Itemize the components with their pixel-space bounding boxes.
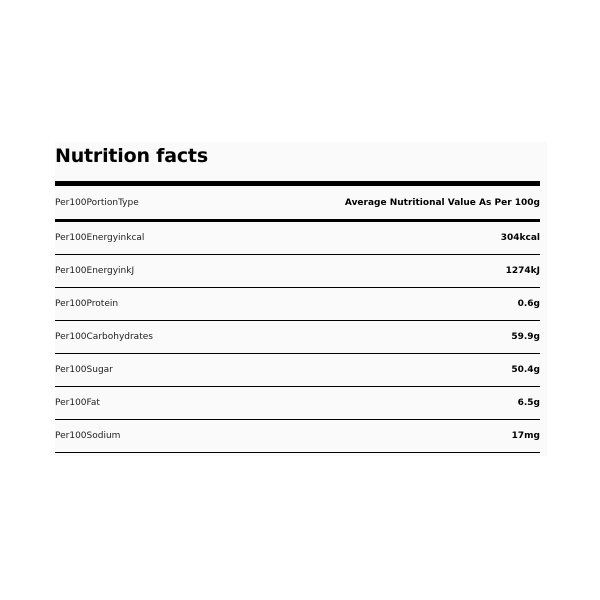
row-label: Per100Energyinkcal bbox=[55, 233, 145, 243]
nutrition-table bbox=[55, 181, 540, 453]
row-value: 59.9g bbox=[511, 332, 540, 342]
row-value: 304kcal bbox=[500, 233, 540, 243]
row-label: Per100Fat bbox=[55, 398, 100, 408]
header-label: Per100PortionType bbox=[55, 197, 139, 208]
row-value: 17mg bbox=[511, 431, 540, 441]
table-row-fat bbox=[55, 387, 540, 420]
row-value: 1274kJ bbox=[505, 266, 540, 276]
row-value: 50.4g bbox=[511, 365, 540, 375]
row-value: 6.5g bbox=[517, 398, 540, 408]
table-row-sodium bbox=[55, 420, 540, 453]
header-value: Average Nutritional Value As Per 100g bbox=[344, 197, 540, 208]
row-label: Per100Carbohydrates bbox=[55, 332, 153, 342]
row-label: Per100EnergyinkJ bbox=[55, 266, 135, 276]
table-header-row bbox=[55, 186, 540, 222]
table-row-energy-kcal bbox=[55, 222, 540, 255]
row-label: Per100Sugar bbox=[55, 365, 113, 375]
row-label: Per100Sodium bbox=[55, 431, 121, 441]
table-row-protein bbox=[55, 288, 540, 321]
table-row-carbohydrates bbox=[55, 321, 540, 354]
row-value: 0.6g bbox=[517, 299, 540, 309]
row-label: Per100Protein bbox=[55, 299, 119, 309]
table-row-energy-kj bbox=[55, 255, 540, 288]
nutrition-title: Nutrition facts bbox=[55, 145, 208, 167]
table-row-sugar bbox=[55, 354, 540, 387]
